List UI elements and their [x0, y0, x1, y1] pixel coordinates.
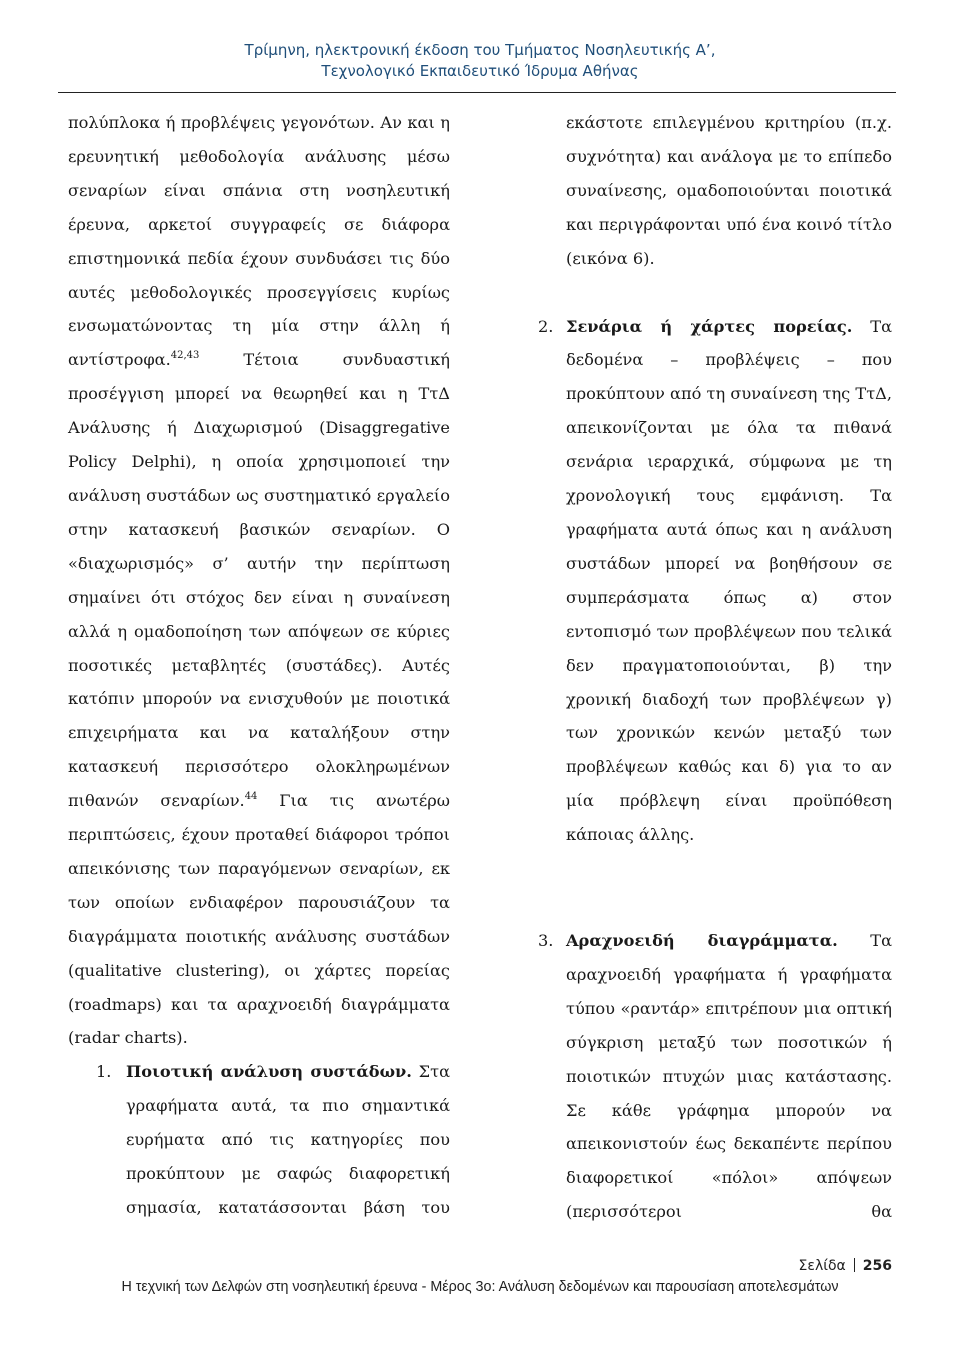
list-text: Τα δεδομένα – προβλέψεις – που προκύπτουν από τη συναίνεση της ΤτΔ, απεικονίζονται με όλα τα πιθανά σενάρια ιεραρχικά, σύμφωνα με τη χρονολογική τους εμφάνιση. Τα γραφήματα αυτά όπως και η ανάλυση συστάδων μπορεί να βοηθήσουν σε συμπεράσματα όπως α) στον εντοπισμό των προβλέψεων που τελικά δεν πραγματοποιούνται, β) την χρονική διαδοχή των προβλέψεων γ) των χρονικών κενών μεταξύ των προβλέψεων καθώς και δ) για το αν μία πρόβλεψη είναι προϋπόθεση κάποιας άλλης. — [566, 316, 892, 845]
left-paragraph — [68, 106, 450, 1055]
right-column — [538, 106, 892, 1229]
page-number-value: 256 — [862, 1258, 892, 1274]
list-item-3 — [538, 924, 892, 1229]
header-line-2: Τεχνολογικό Εκπαιδευτικό Ίδρυμα Αθήνας — [321, 62, 639, 80]
footnote-ref-42-43: 42,43 — [170, 350, 200, 362]
list-number: 1. — [96, 1062, 112, 1082]
list-body — [566, 310, 892, 853]
list-body — [566, 924, 892, 1229]
left-text-3: Για τις ανωτέρω περιπτώσεις, έχουν προταθεί διάφοροι τρόποι απεικόνισης των παραγόμενων σεναρίων, εκ των οποίων ενδιαφέρον παρουσιάζουν τα διαγράμματα ποιοτικής ανάλυσης συστάδων (qualitative clustering), οι χάρτες πορείας (roadmaps) και τα αραχνοειδή διαγράμματα (radar charts). — [68, 791, 450, 1048]
page-separator — [854, 1258, 855, 1272]
page-number — [799, 1258, 892, 1274]
list-number: 2. — [538, 316, 554, 336]
page-label: Σελίδα — [798, 1258, 846, 1274]
spacer — [566, 276, 892, 310]
header-line-1: Τρίμηνη, ηλεκτρονική έκδοση του Τμήματος Νοσηλευτικής Α’, — [244, 41, 716, 59]
left-text-1: πολύπλοκα ή προβλέψεις γεγονότων. Αν και η ερευνητική μεθοδολογία ανάλυσης μέσω σεναρίων είναι σπάνια στη νοσηλευτική έρευνα, αρκετοί συγγραφείς σε διάφορα επιστημονικά πεδία έχουν συνδυάσει τις δύο αυτές μεθοδολογικές προσεγγίσεις κυρίως ενσωματώνοντας τη μία στην άλλη ή αντίστροφα. — [68, 113, 450, 370]
list-item-2 — [538, 310, 892, 853]
list-text: Στα γραφήματα αυτά, τα πιο σημαντικά ευρήματα από τις κατηγορίες που προκύπτουν με σαφώς διαφορετική σημασία, κατατάσσονται βάση του — [126, 1062, 450, 1217]
right-paragraph: εκάστοτε επιλεγμένου κριτηρίου (π.χ. συχνότητα) και ανάλογα με το επίπεδο συναίνεσης, ομαδοποιούνται ποιοτικά και περιγράφονται υπό ένα κοινό τίτλο (εικόνα 6). — [566, 113, 892, 268]
list-number: 3. — [538, 931, 554, 951]
running-header — [0, 40, 960, 82]
spacer — [566, 852, 892, 924]
footnote-ref-44: 44 — [244, 791, 258, 803]
list-title: Ποιοτική ανάλυση συστάδων. — [126, 1062, 412, 1082]
running-footer: Η τεχνική των Δελφών στη νοσηλευτική έρευνα - Μέρος 3ο: Ανάλυση δεδομένων και παρουσίαση αποτελεσμάτων — [121, 1279, 839, 1295]
list-title: Αραχνοειδή διαγράμματα. — [566, 931, 838, 951]
list-text: Τα αραχνοειδή γραφήματα ή γραφήματα τύπου «ραντάρ» επιτρέπουν μια οπτική σύγκριση μεταξύ των ποσοτικών ή ποιοτικών πτυχών μιας κατάστασης. Σε κάθε γράφημα μπορούν να απεικονιστούν έως δεκαπέντε περίπου διαφορετικοί «πόλοι» απόψεων (περισσότεροι θα — [566, 931, 892, 1222]
header-divider — [58, 92, 896, 93]
list-item-1 — [68, 1055, 450, 1225]
list-body — [126, 1055, 450, 1225]
left-text-2: Τέτοια συνδυαστική προσέγγιση μπορεί να θεωρηθεί και η ΤτΔ Ανάλυσης ή Διαχωρισμού (Disaggregative Policy Delphi), η οποία χρησιμοποιεί την ανάλυση συστάδων ως συστηματικό εργαλείο στην κατασκευή βασικών σεναρίων. Ο «διαχωρισμός» σ’ αυτήν την περίπτωση σημαίνει ότι στόχος δεν είναι η συναίνεση αλλά η ομαδοποίηση των απόψεων σε κύριες ποσοτικές μεταβλητές (συστάδες). Αυτές κατόπιν μπορούν να ενισχυθούν με ποιοτικά επιχειρήματα και να καταλήξουν στην κατασκευή περισσότερο ολοκληρωμένων πιθανών σεναρίων. — [68, 350, 450, 811]
list-title: Σενάρια ή χάρτες πορείας. — [566, 316, 853, 336]
left-column — [68, 106, 450, 1225]
